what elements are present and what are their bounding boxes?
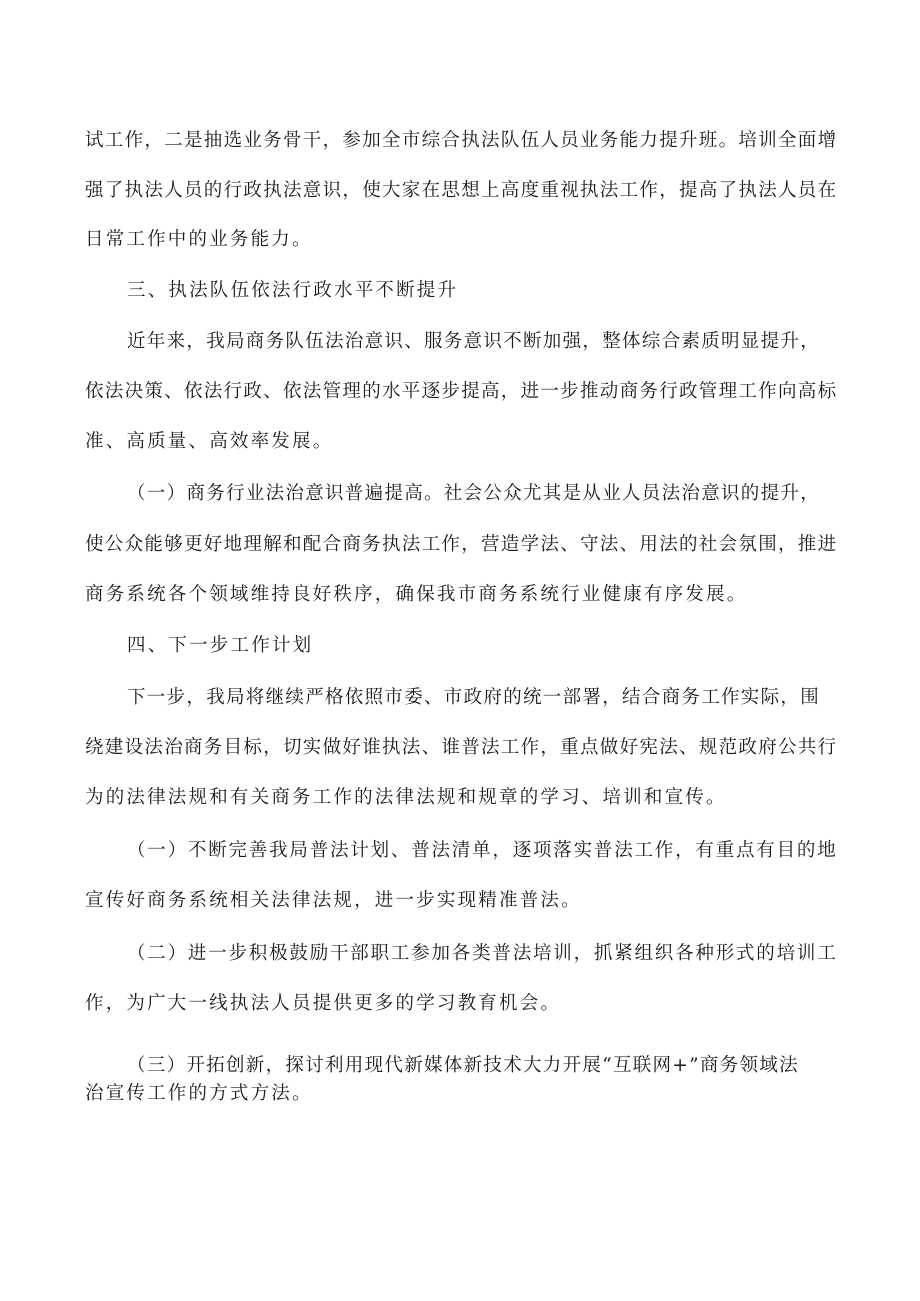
paragraph-line: 近年来，我局商务队伍法治意识、服务意识不断加强，整体综合素质明显提升，	[127, 331, 821, 352]
paragraph-line: （三）开拓创新，探讨利用现代新媒体新技术大力开展“互联网+”商务领域法	[127, 1055, 799, 1076]
section-heading-3: 三、执法队伍依法行政水平不断提升	[127, 280, 459, 301]
paragraph-line: 日常工作中的业务能力。	[85, 229, 313, 250]
paragraph-line: 为的法律法规和有关商务工作的法律法规和规章的学习、培训和宣传。	[85, 787, 727, 808]
paragraph-line: （一）商务行业法治意识普遍提高。社会公众尤其是从业人员法治意识的提升，	[127, 483, 821, 504]
paragraph-line: 下一步，我局将继续严格依照市委、市政府的统一部署，结合商务工作实际，围	[127, 687, 821, 708]
paragraph-line: 准、高质量、高效率发展。	[85, 431, 334, 452]
paragraph-line: 治宣传工作的方式方法。	[85, 1083, 313, 1104]
paragraph-line: 使公众能够更好地理解和配合商务执法工作，营造学法、守法、用法的社会氛围，推进	[85, 534, 838, 555]
paragraph-line: 强了执法人员的行政执法意识，使大家在思想上高度重视执法工作，提高了执法人员在	[85, 180, 838, 201]
paragraph-line: 作，为广大一线执法人员提供更多的学习教育机会。	[85, 993, 562, 1014]
paragraph-line: 绕建设法治商务目标，切实做好谁执法、谁普法工作，重点做好宪法、规范政府公共行	[85, 737, 838, 758]
paragraph-line: 宣传好商务系统相关法律法规，进一步实现精准普法。	[85, 890, 582, 911]
section-heading-4: 四、下一步工作计划	[127, 635, 314, 656]
paragraph-line: 试工作，二是抽选业务骨干，参加全市综合执法队伍人员业务能力提升班。培训全面增	[85, 130, 838, 151]
paragraph-line: （二）进一步积极鼓励干部职工参加各类普法培训，抓紧组织各种形式的培训工	[127, 943, 838, 964]
paragraph-line: （一）不断完善我局普法计划、普法清单，逐项落实普法工作，有重点有目的地	[127, 840, 838, 861]
paragraph-line: 依法决策、依法行政、依法管理的水平逐步提高，进一步推动商务行政管理工作向高标	[85, 381, 838, 402]
paragraph-line: 商务系统各个领域维持良好秩序，确保我市商务系统行业健康有序发展。	[85, 584, 748, 605]
